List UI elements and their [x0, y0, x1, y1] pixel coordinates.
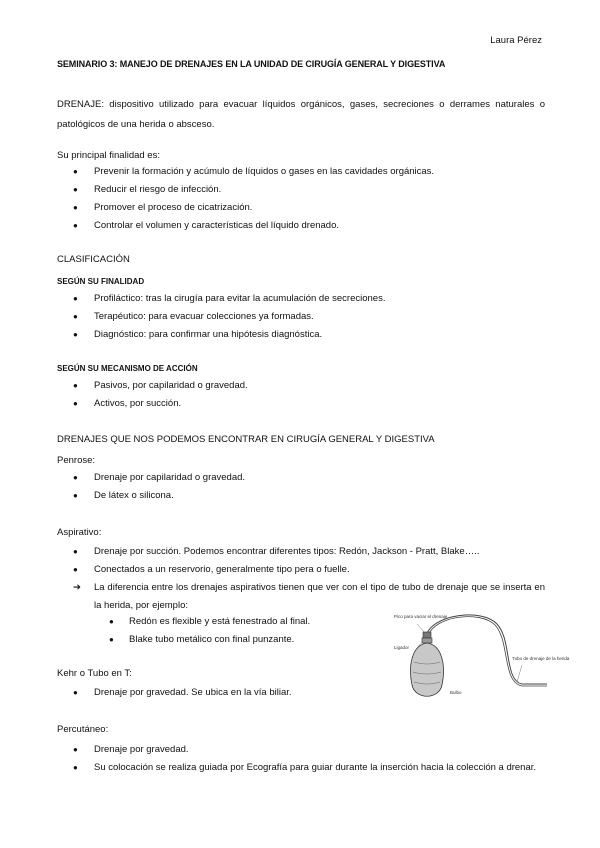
- label-leader: [417, 624, 425, 633]
- purpose-intro: Su principal finalidad es:: [57, 150, 160, 161]
- penrose-label: Penrose:: [57, 455, 96, 466]
- aspirativo-arrow-note: ➔ La diferencia entre los drenajes aspirativos tienen que ver con el tipo de tubo de drenaje que se inserta en la herida, por ejemplo:: [73, 579, 545, 615]
- bullet-icon: ●: [73, 221, 78, 230]
- list-item: ● Blake tubo metálico con final punzante.: [109, 631, 310, 649]
- drain-tube-inner: [428, 617, 547, 686]
- bullet-icon: ●: [109, 617, 114, 626]
- drains-heading: DRENAJES QUE NOS PODEMOS ENCONTRAR EN CIRUGÍA GENERAL Y DIGESTIVA: [57, 434, 435, 445]
- percutaneo-list: [73, 741, 545, 759]
- arrow-right-icon: ➔: [73, 582, 81, 593]
- list-item: ● Drenaje por gravedad. Se ubica en la vía biliar.: [73, 684, 545, 702]
- percutaneo-label: Percutáneo:: [57, 724, 109, 735]
- list-item: ● Activos, por succión.: [73, 395, 545, 413]
- bullet-icon: ●: [73, 473, 78, 482]
- bullet-icon: ●: [73, 294, 78, 303]
- by-purpose-list: [73, 290, 545, 344]
- by-purpose-heading: SEGÚN SU FINALIDAD: [57, 277, 145, 286]
- drain-spout: [423, 632, 431, 638]
- list-item: ● Profiláctico: tras la cirugía para evitar la acumulación de secreciones.: [73, 290, 545, 308]
- bullet-icon: ●: [73, 185, 78, 194]
- figure-label-spout: Pico para vaciar el drenaje: [394, 614, 448, 619]
- figure-label-bulb: Bulbo: [450, 690, 462, 695]
- bullet-icon: ●: [73, 203, 78, 212]
- by-mechanism-heading: SEGÚN SU MECANISMO DE ACCIÓN: [57, 364, 198, 373]
- classification-heading: CLASIFICACIÓN: [57, 254, 130, 265]
- kehr-label: Kehr o Tubo en T:: [57, 668, 132, 679]
- purpose-list: [73, 163, 545, 235]
- bullet-icon: ●: [73, 312, 78, 321]
- list-item: ● Conectados a un reservorio, generalmente tipo pera o fuelle.: [73, 561, 545, 579]
- drain-ligator: [422, 638, 432, 643]
- aspirativo-list: [73, 543, 545, 579]
- list-item: ● Drenaje por succión. Podemos encontrar diferentes tipos: Redón, Jackson - Pratt, Blake…..: [73, 543, 545, 561]
- aspirativo-label: Aspirativo:: [57, 527, 102, 538]
- bullet-icon: ●: [73, 745, 78, 754]
- list-item: ● Prevenir la formación y acúmulo de líquidos o gases en las cavidades orgánicas.: [73, 163, 545, 181]
- list-item: ● Drenaje por capilaridad o gravedad.: [73, 469, 545, 487]
- list-item: ● Redón es flexible y está fenestrado al final.: [109, 613, 310, 631]
- list-item: ● Reducir el riesgo de infección.: [73, 181, 545, 199]
- list-item: ● De látex o silicona.: [73, 487, 545, 505]
- drain-tube: [426, 615, 547, 684]
- percutaneo-item-guided: ● Su colocación se realiza guiada por Ecografía para guiar durante la inserción hacia la colección a drenar.: [73, 759, 545, 777]
- bullet-icon: ●: [73, 381, 78, 390]
- figure-label-ligator: Ligador: [394, 645, 410, 650]
- bullet-icon: ●: [73, 763, 78, 772]
- author-name: Laura Pérez: [490, 35, 542, 46]
- list-item: ● Terapéutico: para evacuar colecciones ya formadas.: [73, 308, 545, 326]
- by-mechanism-list: [73, 377, 545, 413]
- list-item: ● Promover el proceso de cicatrización.: [73, 199, 545, 217]
- aspirativo-sublist: [109, 613, 310, 649]
- list-item: ● Pasivos, por capilaridad o gravedad.: [73, 377, 545, 395]
- penrose-list: [73, 469, 545, 505]
- bullet-icon: ●: [73, 688, 78, 697]
- list-item: ● Drenaje por gravedad.: [73, 741, 545, 759]
- bullet-icon: ●: [73, 491, 78, 500]
- kehr-list: [73, 684, 545, 702]
- bullet-icon: ●: [73, 565, 78, 574]
- bullet-icon: ●: [73, 167, 78, 176]
- bullet-icon: ●: [73, 399, 78, 408]
- drain-definition: DRENAJE: dispositivo utilizado para evacuar líquidos orgánicos, gases, secreciones o derrames naturales o patológicos de una herida o absceso.: [57, 99, 545, 130]
- list-item: ● Controlar el volumen y características del líquido drenado.: [73, 217, 545, 235]
- label-leader: [517, 665, 522, 682]
- document-title: SEMINARIO 3: MANEJO DE DRENAJES EN LA UNIDAD DE CIRUGÍA GENERAL Y DIGESTIVA: [57, 59, 446, 69]
- figure-label-tube: Tubo de drenaje de la herida: [512, 656, 570, 661]
- list-item: ● Diagnóstico: para confirmar una hipótesis diagnóstica.: [73, 326, 545, 344]
- bullet-icon: ●: [73, 330, 78, 339]
- bullet-icon: ●: [109, 635, 114, 644]
- bullet-icon: ●: [73, 547, 78, 556]
